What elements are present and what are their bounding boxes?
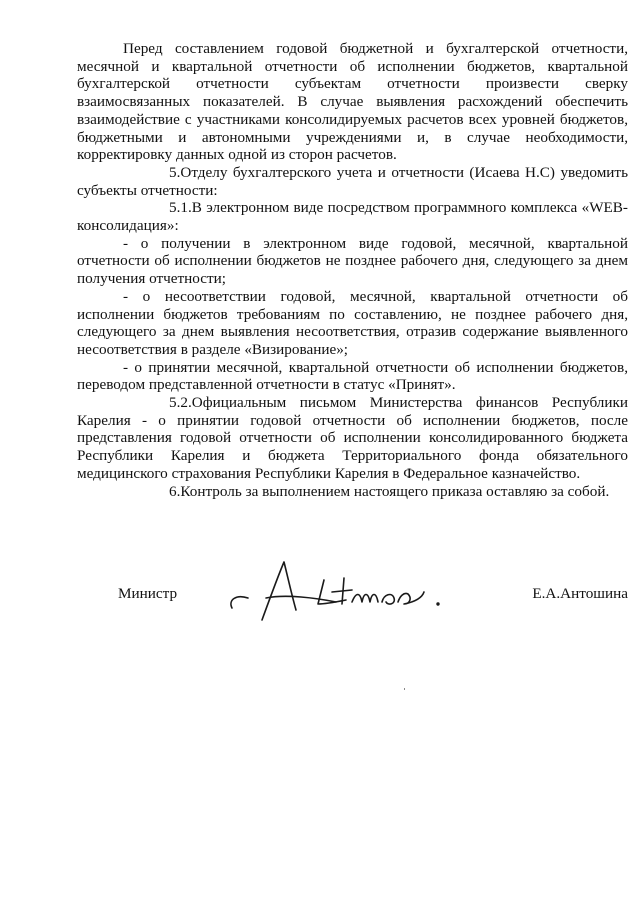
paragraph-text: Отделу бухгалтерского учета и отчетности (Исаева Н.С) уведомить субъекты отчетности: (77, 163, 628, 199)
item-number: 6. (169, 482, 181, 500)
paragraph-bullet-mismatch (77, 288, 628, 359)
document-body (77, 40, 628, 500)
signatory-name: Е.А.Антошина (532, 585, 628, 602)
paragraph-text: - о принятии месячной, квартальной отчетности об исполнении бюджетов, переводом представленной отчетности в статус «Принят». (77, 358, 628, 394)
item-number: 5. (169, 163, 181, 181)
item-number: 5.1. (169, 199, 192, 217)
paragraph-item-5-1 (77, 199, 628, 234)
paragraph-text: - о получении в электронном виде годовой, месячной, квартальной отчетности об исполнении бюджетов не позднее рабочего дня, следующего за днем получения отчетности; (77, 234, 628, 288)
paragraph-text: Контроль за выполнением настоящего приказа оставляю за собой. (180, 482, 610, 500)
paragraph-item-5-2 (77, 394, 628, 483)
paragraph-item-5 (77, 164, 628, 199)
scan-speck (404, 688, 405, 690)
handwritten-signature (226, 558, 456, 630)
paragraph-bullet-acceptance (77, 359, 628, 394)
item-number: 5.2. (169, 394, 192, 412)
paragraph-reconciliation (77, 40, 628, 164)
signature-block (118, 578, 628, 618)
paragraph-text: - о несоответствии годовой, месячной, квартальной отчетности об исполнении бюджетов требованиям по составлению, не позднее рабочего дня, следующего за днем выявления несоответствия, отразив содержание выявленного несоответствия в разделе «Визирование»; (77, 287, 628, 358)
paragraph-text: Перед составлением годовой бюджетной и бухгалтерской отчетности, месячной и квартальной отчетности об исполнении бюджетов, квартальной бухгалтерской отчетности субъектам отчетности произвести сверку взаимосвязанных показателей. В случае выявления расхождений обеспечить взаимодействие с участниками консолидируемых расчетов всех уровней бюджетов, бюджетными и автономными учреждениями и, в случае необходимости, корректировку данных одной из сторон расчетов. (77, 40, 628, 164)
signatory-title: Министр (118, 585, 178, 602)
paragraph-text: Официальным письмом Министерства финансов Республики Карелия - о принятии годовой отчетности об исполнении бюджетов, после представления годовой отчетности об исполнении консолидированного бюджета Республики Карелия и бюджета Территориального фонда обязательного медицинского страхования Республики Карелия в Федеральное казначейство. (77, 394, 628, 482)
paragraph-text: В электронном виде посредством программного комплекса «WEB-консолидация»: (77, 199, 628, 235)
paragraph-item-6 (77, 483, 628, 501)
paragraph-bullet-receipt (77, 235, 628, 288)
